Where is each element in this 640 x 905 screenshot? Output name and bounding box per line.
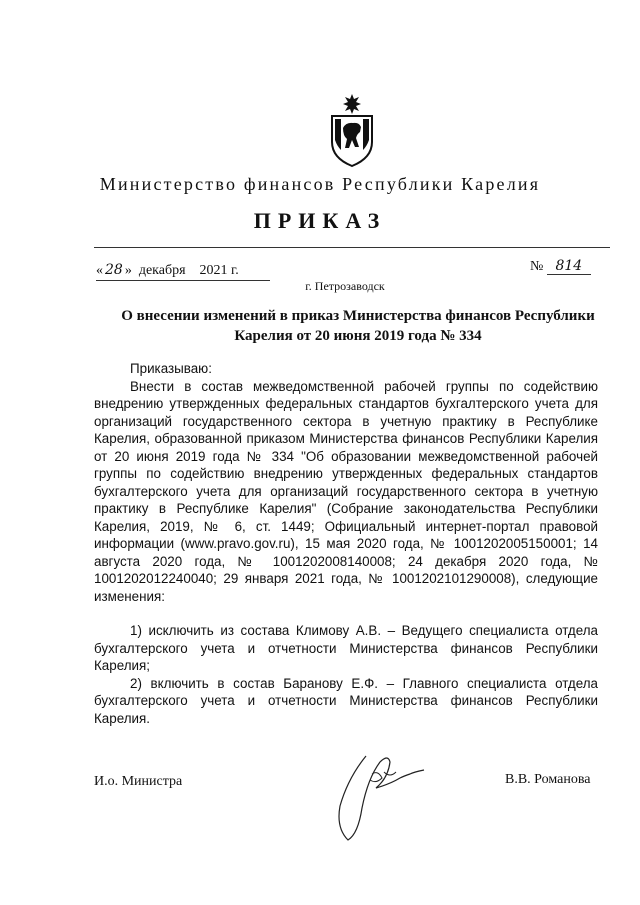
change-item-1: 1) исключить из состава Климову А.В. – Ведущего специалиста отдела бухгалтерского учета и отчетности Министерства финансов Республики Карелия; [94,623,598,673]
signatory-name: В.В. Романова [505,772,591,787]
date-close-quote: » [124,263,132,278]
date-year: 2021 г. [199,263,239,278]
document-title: О внесении изменений в приказ Министерства финансов Республики Карелия от 20 июня 2019 года № 334 [121,308,595,344]
handwritten-signature [318,748,430,848]
ministry-name: Министерство финансов Республики Карелия [99,174,541,194]
prikazyvayu-line: Приказываю: [130,361,212,376]
date-day-handwritten: 28 [105,262,123,278]
number-sign: № [530,259,544,274]
city: г. Петрозаводск [305,279,385,293]
order-number [530,258,591,275]
coat-of-arms-emblem [326,92,378,168]
body-intro-paragraph: Внести в состав межведомственной рабочей группы по содействию внедрению утвержденных федеральных стандартов бухгалтерского учета для организаций государственного сектора в учетную практику в Республике Карелия, образованной приказом Министерства финансов Республики Карелия от 20 июня 2019 года № 334 "Об образовании межведомственной рабочей группы по содействию внедрению утвержденных федеральных стандартов бухгалтерского учета для организаций государственного сектора в учетную практику в Республике Карелия" (Собрание законодательства Республики Карелия, 2019, № 6, ст. 1449; Официальный интернет-портал правовой информации (www.pravo.gov.ru), 15 мая 2020 года, № 1001202005150001; 14 августа 2020 года, № 1001202008140008; 24 декабря 2020 года, № 1001202012240040; 29 января 2021 года, № 1001202101290008), следующие изменения: [94,378,598,604]
signatory-position: И.о. Министра [94,774,183,789]
order-date [96,262,239,279]
document-type-heading: ПРИКАЗ [253,208,387,233]
date-month: декабря [138,263,186,278]
header-divider [94,247,610,248]
number-handwritten: 814 [547,258,591,275]
date-open-quote: « [96,263,103,278]
change-item-2: 2) включить в состав Баранову Е.Ф. – Главного специалиста отдела бухгалтерского учета и отчетности Министерства финансов Республики Карелия. [94,675,598,726]
document-body [94,360,598,727]
